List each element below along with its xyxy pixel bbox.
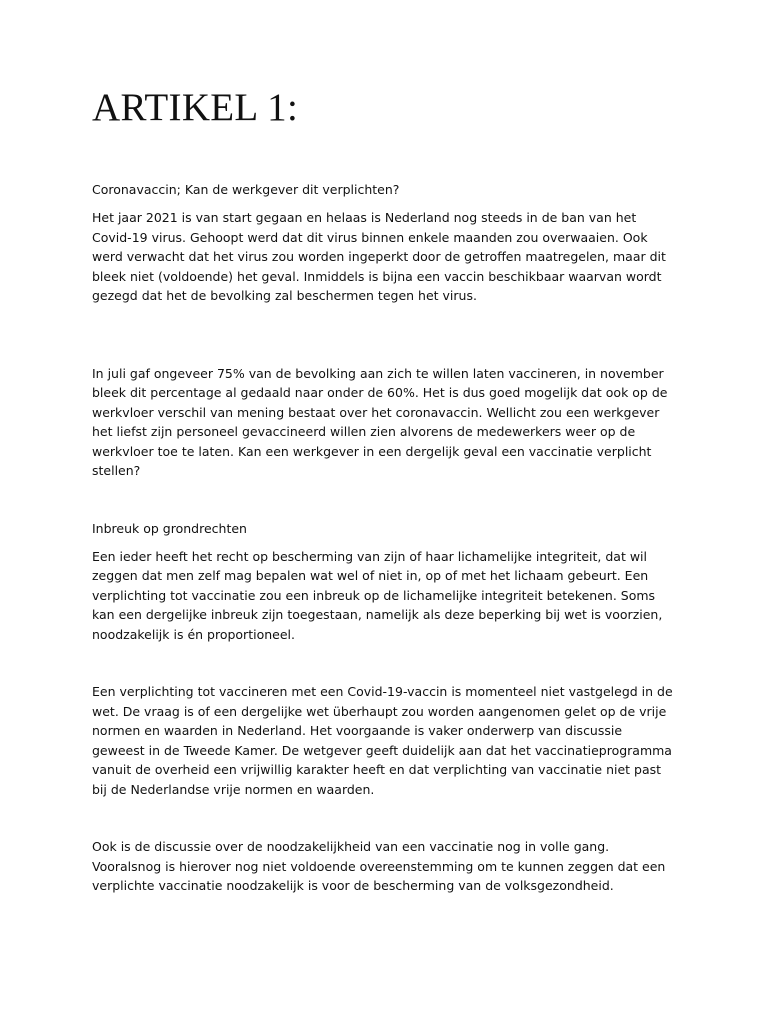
article-title: ARTIKEL 1: [92,86,299,129]
paragraph-legislation: Een verplichting tot vaccineren met een Covid-19-vaccin is momenteel niet vastgelegd in de wet. De vraag is of een dergelijke wet überhaupt zou worden aangenomen gelet op de vrije normen en waarden in Nederland. Het voorgaande is vaker onderwerp van discussie geweest in de Tweede Kamer. De wetgever geeft duidelijk aan dat het vaccinatieprogramma vanuit de overheid een vrijwillig karakter heeft en dat verplichting van vaccinatie niet past bij de Nederlandse vrije normen en waarden. [92,684,673,797]
section-heading: Inbreuk op grondrechten [92,520,247,536]
article-subtitle: Coronavaccin; Kan de werkgever dit verplichten? [92,182,400,197]
paragraph-necessity: Ook is de discussie over de noodzakelijkheid van een vaccinatie nog in volle gang. Vooralsnog is hierover nog niet voldoende overeenstemming om te kunnen zeggen dat een verplichte vaccinatie noodzakelijk is voor de bescherming van de volksgezondheid. [92,839,666,893]
paragraph-intro: Het jaar 2021 is van start gegaan en helaas is Nederland nog steeds in de ban van het Covid-19 virus. Gehoopt werd dat dit virus binnen enkele maanden zou overwaaien. Ook werd verwacht dat het virus zou worden ingeperkt door de getroffen maatregelen, maar dit bleek niet (voldoende) het geval. Inmiddels is bijna een vaccin beschikbaar waarvan wordt gezegd dat het de bevolking zal beschermen tegen het virus. [92,210,666,303]
paragraph-integrity: Een ieder heeft het recht op bescherming van zijn of haar lichamelijke integriteit, dat wil zeggen dat men zelf mag bepalen wat wel of niet in, op of met het lichaam gebeurt. Een verplichting tot vaccinatie zou een inbreuk op de lichamelijke integriteit betekenen. Soms kan een dergelijke inbreuk zijn toegestaan, namelijk als deze beperking bij wet is voorzien, noodzakelijk is én proportioneel. [92,548,663,642]
paragraph-survey: In juli gaf ongeveer 75% van de bevolking aan zich te willen laten vaccineren, in november bleek dit percentage al gedaald naar onder de 60%. Het is dus goed mogelijk dat ook op de werkvloer verschil van mening bestaat over het coronavaccin. Wellicht zou een werkgever het liefst zijn personeel gevaccineerd willen zien alvorens de medewerkers weer op de werkvloer toe te laten. Kan een werkgever in een dergelijk geval een vaccinatie verplicht stellen? [92,365,668,478]
